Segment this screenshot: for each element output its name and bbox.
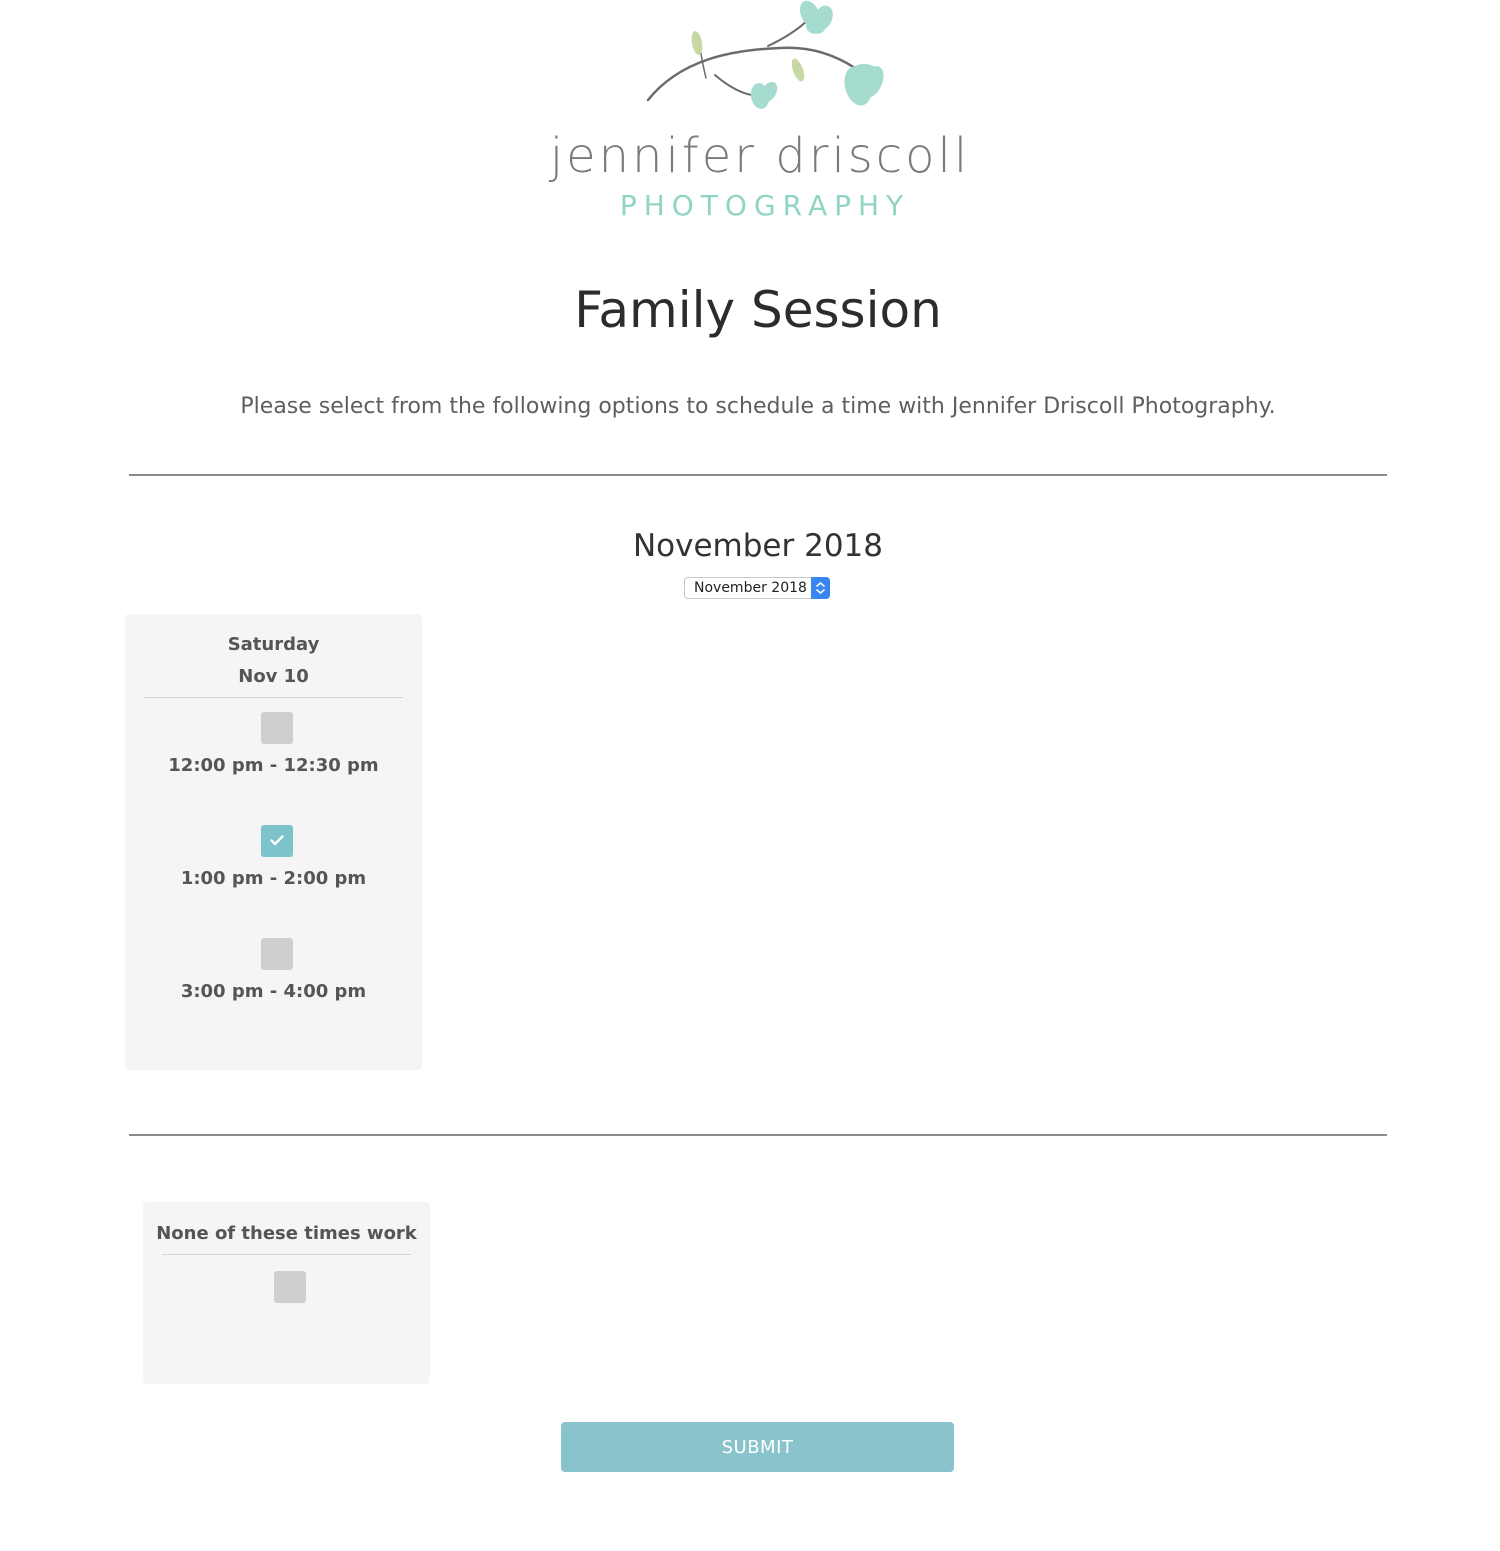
slot-label-3: 3:00 pm - 4:00 pm [180, 981, 367, 1002]
slot-checkbox-3[interactable] [261, 938, 293, 970]
slot-checkbox-2[interactable] [261, 825, 293, 857]
page-title: Family Session [574, 281, 942, 339]
slot-label-2: 1:00 pm - 2:00 pm [180, 868, 367, 889]
flower-branch-icon [640, 0, 890, 120]
month-select-value: November 2018 [694, 580, 807, 596]
slot-checkbox-1[interactable] [261, 712, 293, 744]
day-date: Nov 10 [238, 666, 309, 687]
slot-label-1: 12:00 pm - 12:30 pm [168, 755, 379, 776]
none-option-divider [162, 1254, 411, 1255]
submit-button[interactable]: SUBMIT [561, 1422, 954, 1472]
month-select[interactable] [684, 577, 830, 599]
intro-text: Please select from the following options to schedule a time with Jennifer Driscoll Photography. [240, 394, 1276, 419]
brand-logo [530, 0, 990, 230]
brand-name: jennifer driscoll [549, 128, 971, 184]
month-heading: November 2018 [632, 528, 883, 564]
divider [129, 474, 1387, 476]
divider [129, 1134, 1387, 1136]
select-stepper-icon [811, 577, 830, 599]
day-card-divider [144, 697, 403, 698]
none-option-checkbox[interactable] [274, 1271, 306, 1303]
brand-tagline: PHOTOGRAPHY [619, 189, 911, 222]
checkmark-icon [270, 835, 284, 846]
none-option-label: None of these times work [156, 1223, 417, 1244]
day-weekday: Saturday [227, 634, 320, 655]
